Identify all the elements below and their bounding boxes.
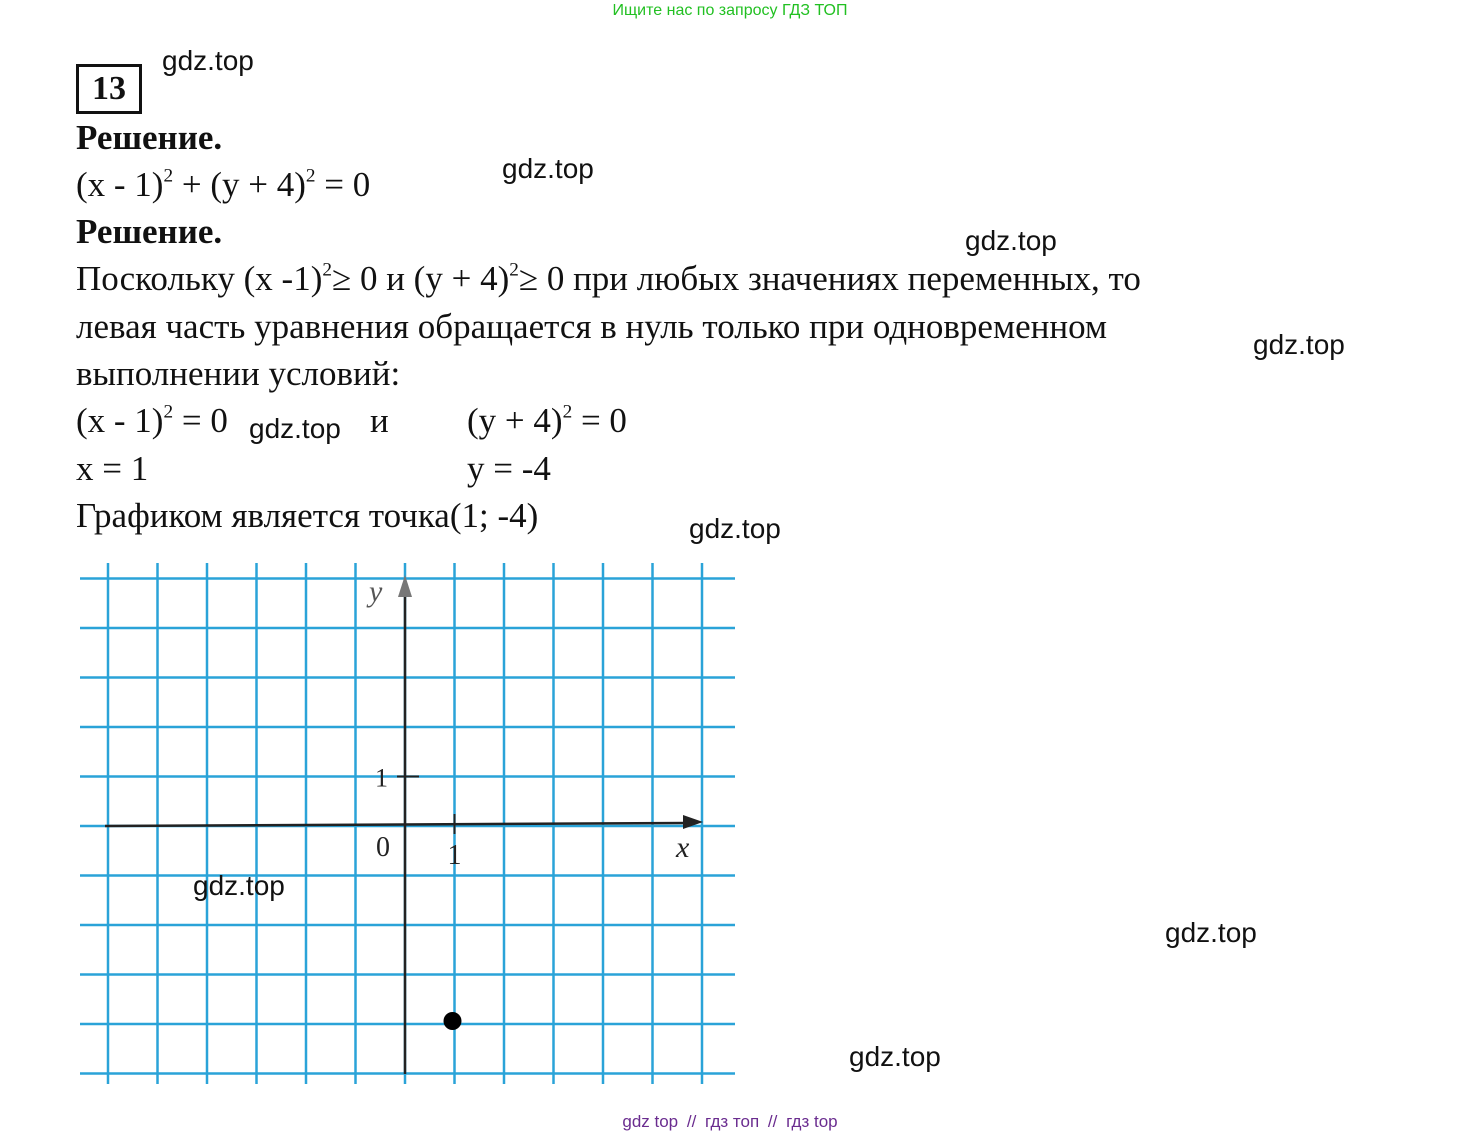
result-x: x = 1 <box>76 449 149 488</box>
text-part: Поскольку (x -1) <box>76 259 323 298</box>
footer-link[interactable]: гдз топ <box>705 1112 760 1131</box>
paragraph-line-3: выполнении условий: <box>76 354 401 393</box>
equation-exponent: 2 <box>305 165 316 187</box>
watermark: gdz.top <box>689 513 781 544</box>
footer-link[interactable]: gdz top <box>622 1112 679 1131</box>
watermark: gdz.top <box>1165 917 1257 948</box>
watermark: gdz.top <box>849 1041 941 1072</box>
equation-part: = 0 <box>315 165 371 204</box>
exponent: 2 <box>322 259 332 281</box>
origin-label: 0 <box>376 832 390 863</box>
data-point <box>444 1012 462 1030</box>
paragraph-line-2: левая часть уравнения обращается в нуль только при одновременном <box>76 307 1108 346</box>
text-part: (x - 1) <box>76 401 164 440</box>
watermark: gdz.top <box>162 45 254 76</box>
text-part: = 0 <box>173 401 228 440</box>
watermark: gdz.top <box>965 225 1057 256</box>
data-points <box>444 1012 462 1030</box>
watermark: gdz.top <box>193 870 285 901</box>
footer-separator: // <box>767 1112 778 1131</box>
footer-separator: // <box>686 1112 697 1131</box>
result-y: y = -4 <box>467 449 551 488</box>
text-part: (y + 4) <box>467 401 563 440</box>
equation-exponent: 2 <box>163 165 174 187</box>
watermark: gdz.top <box>249 413 341 444</box>
exponent: 2 <box>562 401 573 423</box>
watermark: gdz.top <box>1253 329 1345 360</box>
y-axis-label: y <box>369 575 383 608</box>
text-part: = 0 <box>572 401 627 440</box>
footer-link[interactable]: гдз top <box>786 1112 838 1131</box>
task-number: 13 <box>76 64 142 114</box>
text-part: ≥ 0 при любых значениях переменных, то <box>518 259 1141 298</box>
footer <box>0 1112 1460 1132</box>
solution-heading-2: Решение. <box>76 212 223 251</box>
condition-and: и <box>370 401 389 440</box>
solution-heading-1: Решение. <box>76 118 223 157</box>
text-part: ≥ 0 и (y + 4) <box>331 259 510 298</box>
conclusion: Графиком является точка(1; -4) <box>76 496 539 535</box>
exponent: 2 <box>163 401 174 423</box>
x-tick-label: 1 <box>447 840 462 871</box>
x-axis-label: x <box>676 831 690 864</box>
equation-part: + (y + 4) <box>173 165 306 204</box>
exponent: 2 <box>509 259 519 281</box>
y-tick-label: 1 <box>375 763 388 793</box>
equation-part: (x - 1) <box>76 165 164 204</box>
search-hint: Ищите нас по запросу ГДЗ ТОП <box>612 2 848 19</box>
watermark: gdz.top <box>502 153 594 184</box>
